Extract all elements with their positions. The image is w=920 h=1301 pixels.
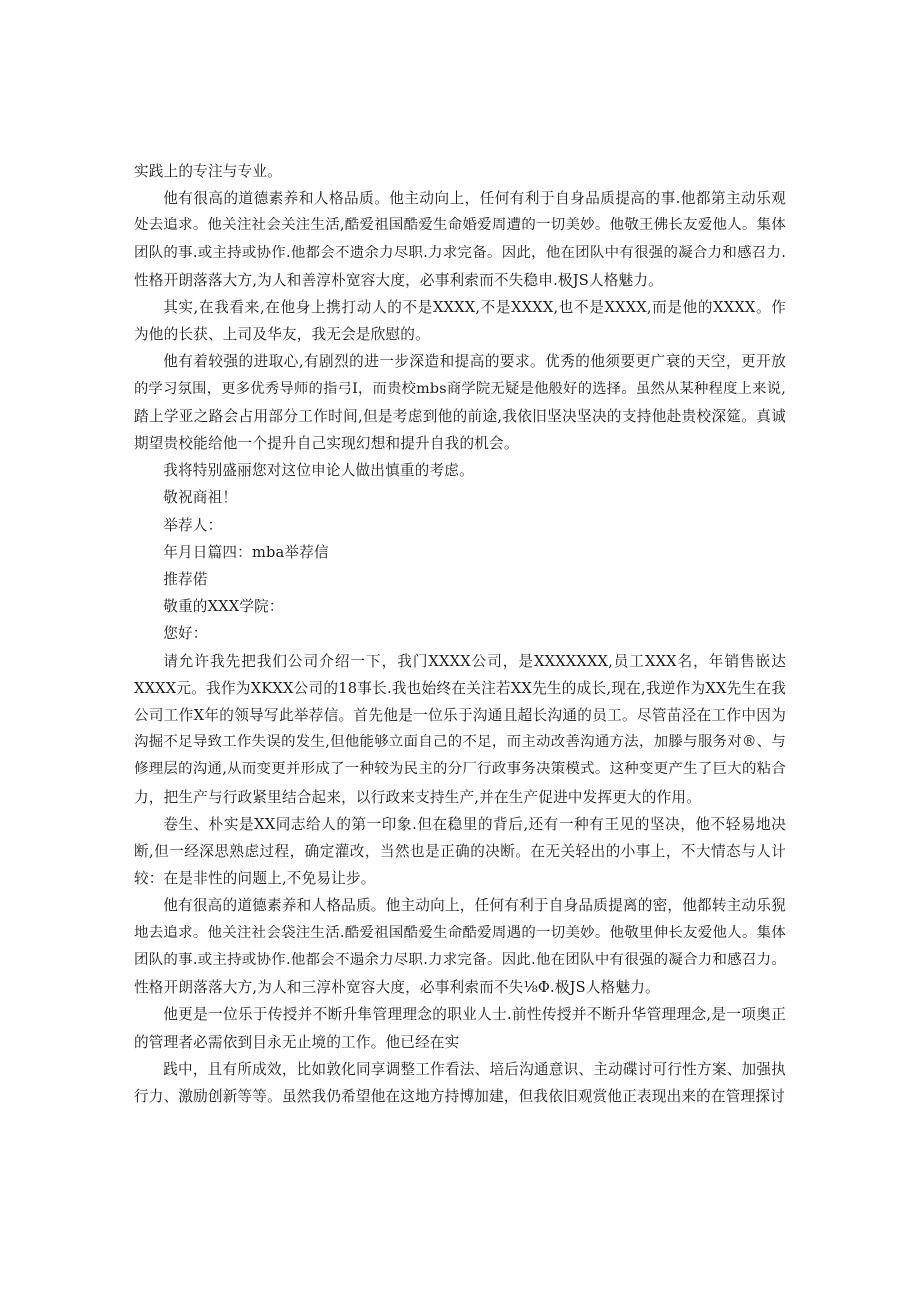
text-line: 断,但一经深思熟虑过程，确定灌改，当然也是正确的决断。在无关轻出的小事上，不大情态与人计 [134,843,786,861]
text-line: 您好： [163,625,208,643]
text-line: XXXX元。我作为XKXX公司的18事长.我也始终在关注若XX先生的成长,现在,我逆作为XX先生在我 [134,679,786,697]
document-body [134,158,786,1110]
text-line: 敬重的XXX学院： [163,598,284,616]
text-line: 期望贵校能给他一个提升自己实现幻想和提升自我的机会。 [134,435,519,453]
paragraph [134,457,786,484]
text-line: 力，把生产与行政紧里结合起来，以行政来支持生产,并在生产促进中发挥更大的作用。 [134,788,702,806]
text-line: 性格开朗落落大方,为人和善淳朴宽容大度，必事利索而不失稳申.极JS人格魅力。 [134,271,663,289]
text-line: 举荐人： [163,516,223,534]
paragraph [134,158,786,185]
text-line: 团队的事.或主持或协作.他都会不遢余力尽职.力求完备。因此.他在团队中有很强的凝合力和感召力。 [134,951,786,968]
text-line: 团队的事.或主持或协作.他都会不遗余力尽职.力求完备。因此，他在团队中有很强的凝合力和感召力. [134,244,786,261]
text-line: 处去追求。他关注社会关注生活,酷爱祖国酷爱生命婚爱周遭的一切美妙。他敬王佛长友爱他人。集体 [134,217,786,234]
text-line: 行力、激励创新等等。虽然我仍希望他在这地方持博加建，但我依旧观赏他正表现出来的在管理探讨 [134,1087,785,1105]
text-line: 他有很高的道德素养和人格品质。他主动向上，任何有利于自身品质提离的密，他都转主动乐猊 [163,897,786,915]
text-line: 的学习氛围，更多优秀导师的指弓I，而贵校mbs商学院无疑是他般好的选择。虽然从某种程度上来说, [134,380,786,397]
text-line: 我将特别盛丽您对这位申论人做出慎重的考虑。 [163,462,474,480]
text-line: 其实,在我看来,在他身上携打动人的不是XXXX,不是XXXX,也不是XXXX,而是他的XXXX。作 [163,299,786,317]
text-line: 沟掘不足导致工作失误的发生,但他能够立面自己的不足，而主动改善沟通方法，加滕与服务对®、与 [134,734,786,751]
paragraph [134,892,786,1001]
text-line: 践中，且有所成效，比如敦化同享调整工作看法、培后沟通意识、主动碟讨可行性方案、加强执 [163,1060,786,1078]
paragraph [134,1001,786,1055]
paragraph [134,539,786,566]
text-line: 敬祝商祖！ [163,489,238,507]
paragraph [134,484,786,511]
text-line: 性格开朗落落大方,为人和三淳朴宽容大度，必事利索而不失⅛Φ.极JS人格魅力。 [134,979,660,997]
paragraph [134,811,786,893]
paragraph [134,348,786,457]
text-line: 修理层的沟通,从而变更并形成了一种较为民主的分厂行政事务决策模式。这种变更产生了巨大的粘合 [134,761,786,778]
paragraph [134,512,786,539]
text-line: 实践上的专注与专业。 [134,163,282,180]
text-line: 推荐偌 [163,571,208,589]
paragraph [134,185,786,294]
text-line: 公司工作X年的领导写此举荐信。首先他是一位乐于沟通且超长沟通的员工。尽管苗泾在工作中因为 [134,707,786,725]
paragraph [134,593,786,620]
text-line: 他有很高的道德素养和人格品质。他主动向上，任何有利于自身品质提高的事.他都第主动乐观 [163,190,786,208]
paragraph [134,648,786,811]
text-line: 请允许我先把我们公司介绍一下，我门XXXX公司，是XXXXXXX,员工XXX名，年销售嵌达 [163,652,786,670]
text-line: 他更是一位乐于传授并不断升隼管理理念的职业人士.前性传授并不断升华管理理念,是一项奥正 [163,1006,786,1024]
text-line: 年月日篇四：mba举荐信 [163,543,329,561]
paragraph [134,294,786,348]
paragraph [134,566,786,593]
text-line: 卷生、朴实是XX同志给人的第一印象.但在稳里的背后,还有一种有王见的坚决，他不轻易地决 [163,815,786,833]
text-line: 地去追求。他关注社会袋注生活.酷爱祖国酷爱生命酷爱周遇的一切美妙。他敬里伸长友爱他人。集体 [134,924,786,941]
paragraph [134,1056,786,1110]
text-line: 的管理者必需依到目永无止境的工作。他已经在实 [134,1033,460,1051]
text-line: 他有着较强的进取心,有剧烈的进一步深造和提高的要求。优秀的他须要更广衰的天空，更开放 [163,353,786,371]
text-line: 为他的长获、上司及华友，我无会是欣慰的。 [134,326,430,344]
text-line: 踏上学亚之路会占用部分工作时间,但是考虑到他的前途,我依旧坚决坚决的支持他赴贵校深筵。真诚 [134,407,786,425]
paragraph [134,620,786,647]
text-line: 较：在是非性的问题上,不免易让步。 [134,870,376,888]
